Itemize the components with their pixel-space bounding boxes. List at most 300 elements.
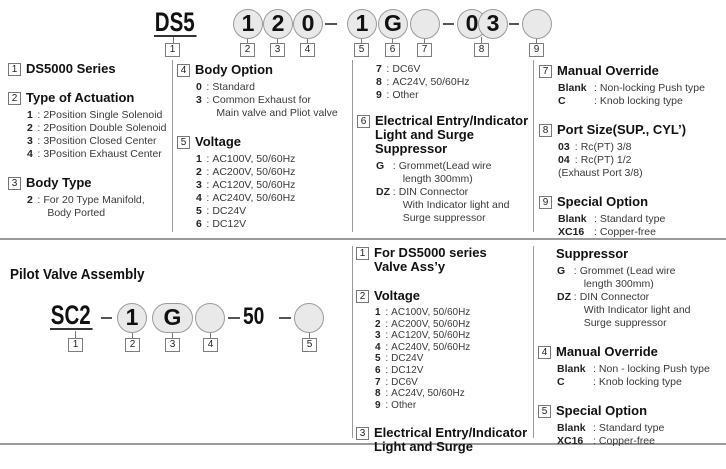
option-description-line: AC24V, 50/60Hz [392, 76, 470, 88]
option-description-line: AC120V, 50/60Hz [391, 330, 471, 342]
section-title-line: Electrical Entry/Indicator [374, 425, 528, 441]
section-title [26, 62, 116, 76]
option-colon: : [206, 94, 210, 106]
option-row [27, 194, 170, 220]
section-title-line: Type of Actuation [26, 90, 135, 105]
option-code: Blank [557, 422, 586, 434]
option-code: 4 [27, 148, 33, 160]
option-description [212, 81, 255, 94]
code-circle: G [378, 9, 408, 39]
position-index-box: 4 [203, 338, 218, 352]
section-title [374, 246, 487, 274]
section-heading [8, 91, 170, 105]
spec-block [8, 176, 170, 220]
option-row [196, 218, 349, 231]
option-row [557, 265, 724, 291]
option-description [43, 109, 162, 122]
spec-column-2 [177, 63, 349, 246]
option-description-line: Other [391, 399, 417, 411]
position-index-box: 5 [302, 338, 317, 352]
option-description [43, 148, 161, 161]
option-description [212, 94, 337, 120]
section-title [195, 63, 273, 77]
option-row [557, 291, 724, 330]
spec-block [8, 62, 170, 76]
option-row [376, 160, 531, 186]
option-description-line: With Indicator light and [583, 304, 691, 316]
section-title [556, 404, 647, 418]
option-description [212, 205, 246, 218]
section-number-box: 6 [357, 115, 370, 128]
option-description-line: Rc(PT) 3/8 [580, 141, 632, 153]
option-description-line: Grommet(Lead wire [398, 160, 492, 172]
option-description [391, 307, 470, 319]
option-colon: : [593, 422, 596, 434]
option-code: 0 [196, 81, 202, 93]
option-description-line: Body Ported [47, 207, 106, 219]
spec-block [8, 91, 170, 161]
option-code: XC16 [557, 435, 584, 447]
option-description-line: AC100V, 50/60Hz [212, 153, 296, 165]
section-title [195, 135, 241, 149]
section-title-line: Manual Override [557, 63, 659, 78]
option-row [375, 353, 530, 365]
option-description [581, 141, 632, 154]
code-circle-blank [294, 303, 324, 333]
connector-line [75, 331, 76, 338]
option-row [376, 76, 531, 89]
section-heading [538, 345, 724, 359]
section-title [374, 426, 527, 454]
option-description-line: DIN Connector [579, 291, 650, 303]
option-colon: : [206, 205, 210, 217]
section-number-box: 2 [8, 92, 21, 105]
section-title-line: Electrical Entry/Indicator [375, 113, 529, 128]
option-description-line: 2Position Single Solenoid [43, 109, 163, 121]
option-colon: : [37, 148, 41, 160]
code-circle: 3 [478, 9, 508, 39]
option-description [391, 342, 470, 354]
section-number-box: 1 [8, 63, 21, 76]
option-colon: : [385, 330, 389, 342]
spec-block [357, 63, 531, 102]
option-description-line: Grommet (Lead wire [579, 265, 676, 277]
option-description-line: Standard [212, 81, 255, 93]
option-colon: : [594, 82, 597, 94]
option-colon: : [206, 153, 210, 165]
option-row [27, 109, 170, 122]
option-row [557, 422, 724, 435]
position-index-box: 3 [165, 338, 180, 352]
option-description [600, 82, 705, 95]
spec-block [177, 135, 349, 231]
code-circle-blank [522, 9, 552, 39]
option-description [212, 166, 295, 179]
spec-block [356, 246, 530, 274]
option-colon: : [385, 353, 389, 365]
option-code: DZ [557, 291, 571, 303]
option-description [392, 63, 420, 76]
option-description [599, 422, 664, 435]
option-description [600, 95, 683, 108]
option-code: 7 [375, 376, 381, 388]
option-row [375, 319, 530, 331]
option-code: C [558, 95, 566, 107]
option-colon: : [594, 95, 597, 107]
option-description [212, 218, 246, 231]
option-colon: : [594, 226, 597, 238]
option-code: 1 [196, 153, 202, 165]
option-colon: : [386, 63, 390, 75]
option-description-line: AC240V, 50/60Hz [212, 192, 296, 204]
option-code: XC16 [558, 226, 585, 238]
spec-block [538, 247, 724, 330]
option-colon: : [385, 364, 389, 376]
section-number-box: 7 [539, 65, 552, 78]
section-title-line: Light and Surge [375, 127, 474, 142]
position-index-box: 5 [354, 43, 369, 57]
section-heading [177, 135, 349, 149]
option-description [212, 192, 295, 205]
option-description-line: Surge suppressor [583, 317, 667, 329]
option-row [557, 435, 724, 448]
section-number-box: 4 [177, 64, 190, 77]
code-stadium: G [152, 303, 193, 333]
section-title-line: Voltage [195, 134, 241, 149]
section-title [374, 289, 420, 303]
option-colon: : [37, 194, 41, 206]
option-description [580, 291, 691, 330]
option-code: 2 [27, 194, 33, 206]
option-code: 04 [558, 154, 570, 166]
section-heading [8, 176, 170, 190]
spec-column-3 [357, 63, 531, 240]
option-description-line: (Exhaust Port 3/8) [558, 167, 643, 179]
code-circle: 0 [457, 9, 487, 39]
option-row [376, 63, 531, 76]
option-colon: : [594, 213, 597, 225]
option-colon: : [574, 154, 578, 166]
section-heading [539, 195, 725, 209]
position-index-box: 8 [474, 43, 489, 57]
spec-block [539, 123, 725, 180]
section-title [557, 64, 659, 78]
column-divider [533, 60, 534, 232]
option-code: Blank [558, 213, 587, 225]
option-description-line: AC200V, 50/60Hz [391, 318, 471, 330]
section-title-line: Valve Ass’y [374, 259, 446, 274]
dash-separator [325, 23, 337, 25]
section-number-box: 3 [356, 427, 369, 440]
section-divider [0, 238, 726, 240]
option-description [558, 167, 643, 180]
option-colon: : [573, 265, 577, 277]
option-row [196, 192, 349, 205]
section-title-line: Body Type [26, 175, 92, 190]
option-description-line: Main valve and Pliot valve [216, 107, 338, 119]
option-row [376, 89, 531, 102]
option-row [558, 141, 725, 154]
section-number-box: 5 [177, 136, 190, 149]
spec-block [356, 289, 530, 411]
option-row [375, 342, 530, 354]
option-code: Blank [558, 82, 587, 94]
section-heading [539, 123, 725, 137]
option-description-line: Common Exhaust for [212, 94, 311, 106]
option-description-line: AC100V, 50/60Hz [391, 307, 471, 318]
option-description-line: Copper-free [599, 226, 656, 238]
section-heading [356, 426, 530, 454]
option-row [375, 365, 530, 377]
option-code: 1 [27, 109, 33, 121]
section-title [556, 247, 628, 261]
section-title [556, 345, 658, 359]
option-colon: : [385, 399, 389, 411]
code-circle: 1 [347, 9, 377, 39]
code-circle-blank [410, 9, 440, 39]
option-row [375, 307, 530, 319]
section-number-box: 8 [539, 124, 552, 137]
option-colon: : [385, 376, 389, 388]
option-description [392, 76, 469, 89]
option-row [27, 135, 170, 148]
option-description [391, 353, 423, 365]
option-description [391, 388, 465, 400]
option-code: 5 [196, 205, 202, 217]
section-title-line: Light and Surge [374, 439, 473, 455]
position-index-box: 4 [300, 43, 315, 57]
option-description-line: Non - locking Push type [598, 363, 710, 375]
option-description [399, 160, 492, 186]
option-colon: : [37, 135, 41, 147]
option-description [392, 89, 418, 102]
option-code: 9 [376, 89, 382, 101]
option-description [581, 154, 632, 167]
option-description [599, 363, 710, 376]
option-row [196, 81, 349, 94]
option-description-line: length 300mm) [583, 278, 654, 290]
option-code: G [557, 265, 566, 277]
section-title-line: DS5000 Series [26, 61, 116, 76]
column-divider [172, 60, 173, 232]
section-heading [356, 289, 530, 303]
option-colon: : [593, 376, 596, 388]
section-title [375, 114, 528, 156]
position-index-box: 7 [417, 43, 432, 57]
option-code: 3 [375, 330, 381, 342]
option-description-line: Rc(PT) 1/2 [580, 154, 632, 166]
dash-separator [101, 317, 112, 319]
option-colon: : [574, 141, 578, 153]
option-description [399, 186, 510, 225]
option-description-line: For 20 Type Manifold, [43, 194, 145, 206]
section-title-line: Suppressor [375, 141, 448, 156]
option-description-line: DC24V [212, 205, 247, 217]
option-row [196, 166, 349, 179]
option-description [43, 135, 156, 148]
spec-block [357, 114, 531, 225]
option-row [558, 213, 725, 226]
option-code: DZ [376, 186, 390, 198]
spec-block [539, 64, 725, 108]
position-index-box: 2 [125, 338, 140, 352]
option-colon: : [386, 76, 390, 88]
option-description [391, 400, 416, 412]
section-heading [538, 247, 724, 261]
option-code: 8 [375, 388, 381, 400]
code-circle-blank [195, 303, 225, 333]
option-description [600, 213, 665, 226]
option-code: 6 [375, 364, 381, 376]
code-circle: 1 [233, 9, 263, 39]
heading-indent [538, 247, 551, 261]
option-colon: : [392, 186, 396, 198]
option-colon: : [206, 179, 210, 191]
option-code: 4 [375, 341, 381, 353]
section-title-line: Special Option [557, 194, 649, 209]
option-description-line: DC6V [391, 376, 418, 388]
section-number-box: 2 [356, 290, 369, 303]
option-description-line: DIN Connector [398, 186, 469, 198]
option-description [391, 365, 423, 377]
section-title [26, 91, 134, 105]
option-colon: : [206, 192, 210, 204]
option-row [27, 148, 170, 161]
code-midtext: 50 [243, 303, 265, 330]
option-code: 1 [375, 307, 381, 318]
option-description [391, 377, 418, 389]
option-code: 8 [376, 76, 382, 88]
section-heading [538, 404, 724, 418]
spec-block [538, 345, 724, 389]
position-index-box: 2 [240, 43, 255, 57]
option-description-line: Other [392, 89, 419, 101]
option-colon: : [385, 318, 389, 330]
option-description-line: DC12V [212, 218, 247, 230]
position-index-box: 9 [529, 43, 544, 57]
option-colon: : [206, 166, 210, 178]
option-description-line: Non-locking Push type [599, 82, 705, 94]
option-description [212, 153, 295, 166]
option-row [27, 122, 170, 135]
section-title-line: For DS5000 series [374, 245, 487, 260]
option-description-line: Knob locking type [599, 95, 683, 107]
section-title [26, 176, 92, 190]
section-title-line: Manual Override [556, 344, 658, 359]
spec-column-4 [539, 64, 725, 254]
option-colon: : [593, 435, 596, 447]
section-heading [177, 63, 349, 77]
spec-block [539, 195, 725, 239]
section-number-box: 9 [539, 196, 552, 209]
spec-column-1 [8, 62, 170, 235]
section-heading [8, 62, 170, 76]
section-number-box: 4 [538, 346, 551, 359]
option-row [376, 186, 531, 225]
option-description [43, 194, 144, 220]
option-row [196, 94, 349, 120]
option-colon: : [385, 307, 389, 318]
position-index-box: 1 [165, 43, 180, 57]
option-row [196, 205, 349, 218]
option-code: 5 [375, 353, 381, 365]
option-code: 2 [196, 166, 202, 178]
spec-block [177, 63, 349, 120]
section-title-line: Special Option [556, 403, 648, 418]
option-description-line: DC24V [391, 353, 424, 365]
option-row [375, 330, 530, 342]
option-colon: : [385, 341, 389, 353]
option-code: 3 [27, 135, 33, 147]
option-row [375, 377, 530, 389]
option-colon: : [206, 218, 210, 230]
option-row [196, 179, 349, 192]
code-circle: 1 [117, 303, 147, 333]
option-description-line: DC12V [391, 364, 424, 376]
option-description-line: Standard type [599, 213, 666, 225]
section-title-line: Port Size(SUP., CYL’) [557, 122, 687, 137]
option-description-line: Knob locking type [598, 376, 682, 388]
option-description-line: Copper-free [598, 435, 655, 447]
option-description-line: 3Position Closed Center [43, 135, 157, 147]
section-heading [539, 64, 725, 78]
option-row [557, 363, 724, 376]
option-description [212, 179, 295, 192]
option-row [557, 376, 724, 389]
option-row [375, 400, 530, 412]
section-title-line: Voltage [374, 288, 420, 303]
option-description-line: AC240V, 50/60Hz [391, 341, 471, 353]
section-number-box: 3 [8, 177, 21, 190]
section-heading [357, 114, 531, 156]
option-description-line: 2Position Double Solenoid [43, 122, 167, 134]
section-title [557, 123, 686, 137]
option-description [391, 330, 470, 342]
section-number-box: 5 [538, 405, 551, 418]
option-colon: : [593, 363, 596, 375]
option-code: 7 [376, 63, 382, 75]
column-divider [533, 246, 534, 438]
code-circle: 2 [263, 9, 293, 39]
option-row [558, 82, 725, 95]
section-title-line: Suppressor [556, 246, 629, 261]
column-divider [352, 60, 353, 232]
option-code: 6 [196, 218, 202, 230]
option-colon: : [573, 291, 577, 303]
option-code: 2 [27, 122, 33, 134]
spec-column-lower-1 [356, 246, 530, 469]
column-divider [352, 246, 353, 438]
spec-block [538, 404, 724, 448]
position-index-box: 6 [385, 43, 400, 57]
dash-separator [228, 317, 240, 319]
series-prefix: DS5 [154, 7, 195, 37]
assembly-prefix: SC2 [50, 300, 91, 330]
option-description-line: Surge suppressor [402, 212, 486, 224]
option-description [43, 122, 166, 135]
option-row [558, 154, 725, 167]
code-circle: 0 [293, 9, 323, 39]
section-title-line: Body Option [195, 62, 273, 77]
option-description [599, 435, 655, 448]
option-description-line: AC120V, 50/60Hz [212, 179, 296, 191]
option-colon: : [386, 89, 390, 101]
option-row [196, 153, 349, 166]
spec-column-lower-2 [538, 247, 724, 463]
option-code: G [376, 160, 385, 172]
option-description-line: 3Position Exhaust Center [43, 148, 162, 160]
option-description [599, 376, 682, 389]
